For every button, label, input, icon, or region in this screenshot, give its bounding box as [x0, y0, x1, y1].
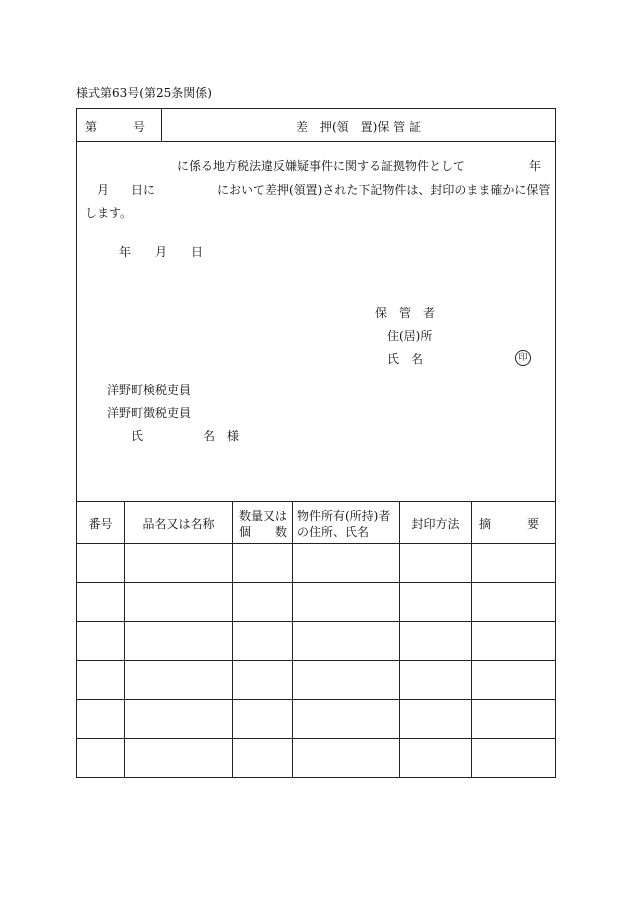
table-row-rule — [77, 621, 555, 622]
body-line-3: します。 — [85, 206, 133, 220]
seal-mark-icon: 印 — [515, 350, 531, 366]
body-line-2: において差押(領置)された下記物件は、封印のまま確かに保管 — [217, 183, 551, 197]
body-line-1: に係る地方税法違反嫌疑事件に関する証拠物件として — [177, 159, 466, 173]
addressee-collector: 洋野町徴税吏員 — [107, 406, 192, 420]
table-header-owner-1: 物件所有(所持)者 — [297, 509, 391, 523]
table-row-rule — [77, 660, 555, 661]
custodian-name-label: 氏 名 — [387, 352, 424, 366]
form-label: 様式第63号(第25条関係) — [76, 86, 212, 100]
certificate-form — [76, 108, 556, 778]
custodian-address-label: 住(居)所 — [387, 329, 433, 343]
certificate-title: 差 押(領 置)保 管 証 — [296, 120, 421, 134]
table-header-remarks: 摘 要 — [479, 517, 540, 531]
table-row-rule — [77, 582, 555, 583]
table-row-rule — [77, 543, 555, 544]
table-top-rule — [77, 501, 555, 502]
table-header-owner-2: の住所、氏名 — [297, 525, 370, 539]
addressee-name: 氏 名 様 — [131, 429, 240, 443]
table-row-rule — [77, 738, 555, 739]
table-row-rule — [77, 699, 555, 700]
table-header-seal-method: 封印方法 — [411, 517, 460, 531]
certificate-number-label: 第 号 — [85, 120, 146, 134]
body-line-2-day: 日に — [131, 183, 156, 197]
table-header-quantity-1: 数量又は — [239, 509, 288, 523]
table-header-quantity-2: 個 数 — [239, 525, 288, 539]
table-header-number: 番号 — [88, 517, 113, 531]
custodian-title: 保 管 者 — [375, 306, 436, 320]
issue-date: 年 月 日 — [119, 245, 204, 259]
addressee-inspector: 洋野町検税吏員 — [107, 383, 192, 397]
table-header-item-name: 品名又は名称 — [142, 517, 215, 531]
body-line-1-year: 年 — [529, 159, 542, 173]
body-line-2-month: 月 — [97, 183, 110, 197]
header-rule — [77, 141, 555, 142]
